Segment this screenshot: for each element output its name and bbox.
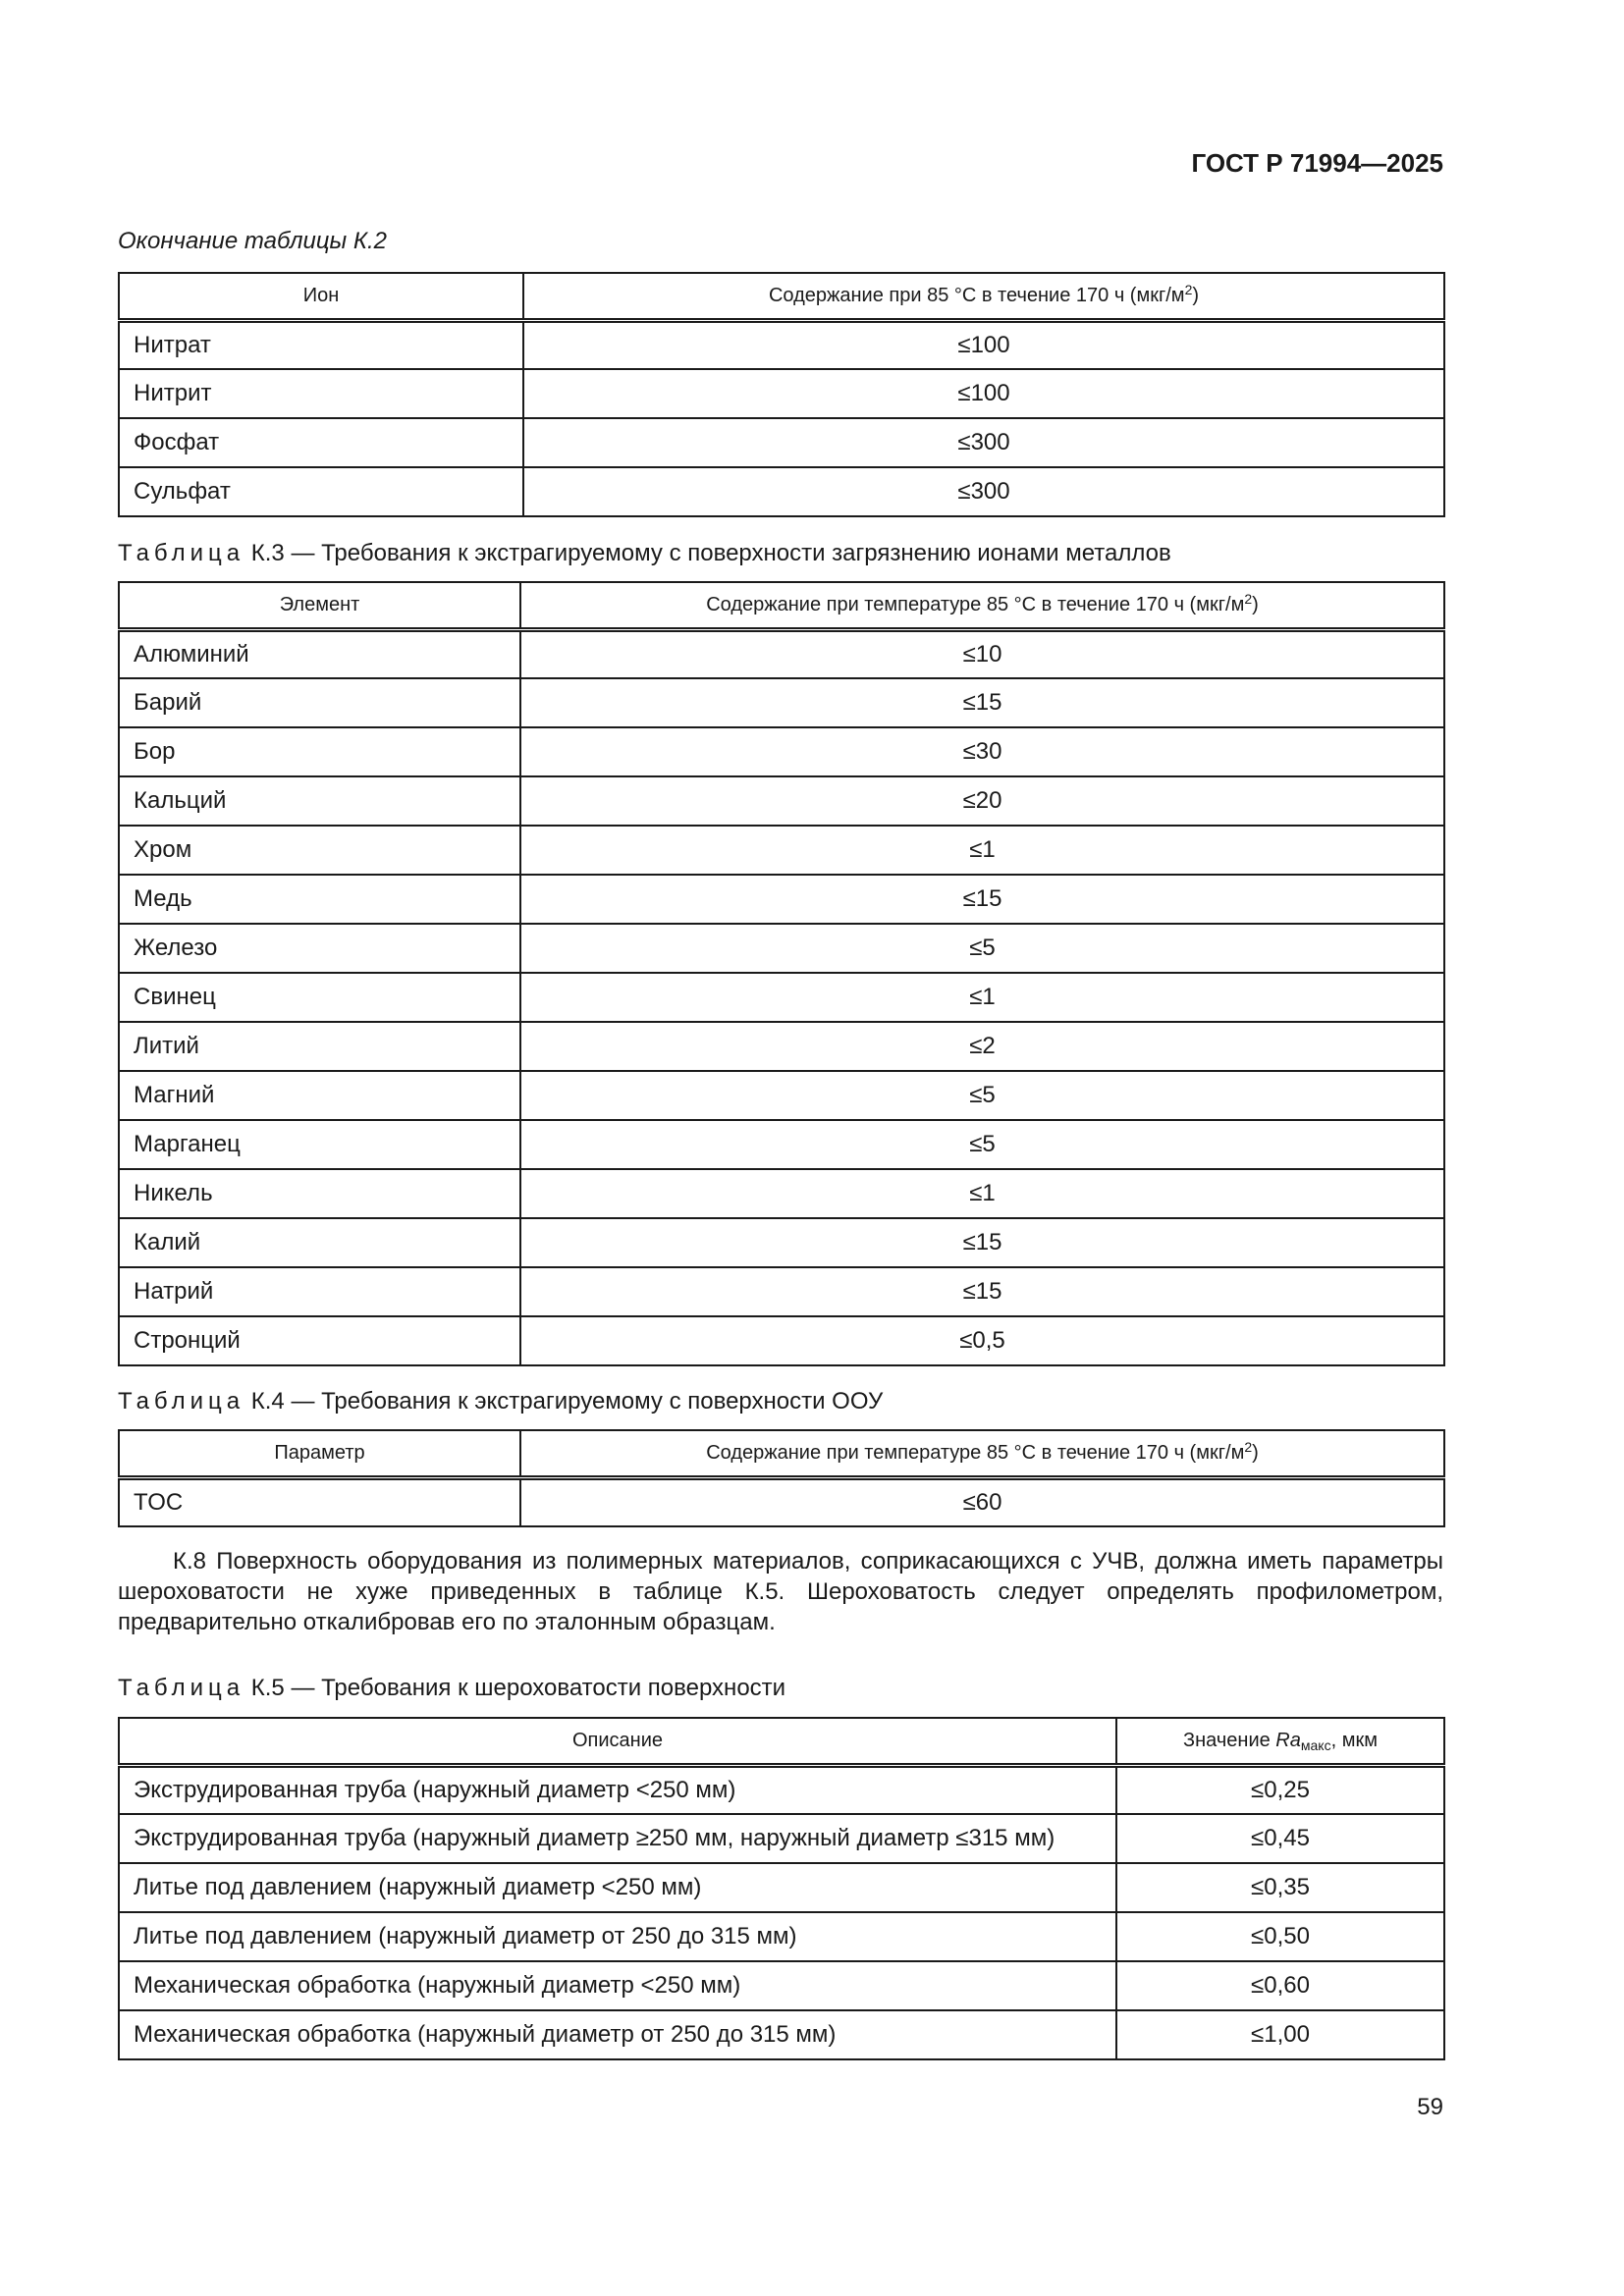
table-k2-header-ion: Ион [119,273,523,320]
table-k4 [118,1429,1445,1527]
row-name-cell: Механическая обработка (наружный диаметр от 250 до 315 мм) [119,2010,1116,2059]
table-row [119,467,1444,516]
table-k4-header-parameter: Параметр [119,1430,520,1477]
table-row [119,924,1444,973]
row-value-cell: ≤1 [520,973,1444,1022]
row-value-cell: ≤2 [520,1022,1444,1071]
table-k5-header-value: Значение $Ra_{макс}$, мкм [1116,1718,1444,1765]
row-name-cell: Сульфат [119,467,523,516]
table-row [119,418,1444,467]
row-name-cell: Никель [119,1169,520,1218]
table-row [119,1477,1444,1526]
table-k5-caption: Таблица К.5 — Требования к шероховатости поверхности [118,1675,786,1701]
row-name-cell: Литий [119,1022,520,1071]
row-name-cell: Нитрат [119,320,523,369]
table-row [119,2010,1444,2059]
row-value-cell: ≤100 [523,369,1444,418]
table-row [119,776,1444,826]
table-k3-header-element: Элемент [119,582,520,629]
row-value-cell: ≤15 [520,1218,1444,1267]
row-value-cell: ≤5 [520,1120,1444,1169]
row-value-cell: ≤0,60 [1116,1961,1444,2010]
row-name-cell: Бор [119,727,520,776]
table-row [119,1071,1444,1120]
table-row [119,727,1444,776]
row-name-cell: Свинец [119,973,520,1022]
row-name-cell: Стронций [119,1316,520,1365]
row-value-cell: ≤60 [520,1477,1444,1526]
table-row [119,1961,1444,2010]
row-value-cell: ≤1 [520,1169,1444,1218]
table-k2-header-content: Содержание при 85 °C в течение 170 ч $(мкг/м^2)$ [523,273,1444,320]
table-row [119,678,1444,727]
table-k2 [118,272,1445,517]
page-number: 59 [1417,2094,1443,2120]
table-row [119,826,1444,875]
table-row [119,973,1444,1022]
table-k2-caption: Окончание таблицы К.2 [118,228,388,254]
row-name-cell: Хром [119,826,520,875]
row-value-cell: ≤300 [523,418,1444,467]
row-name-cell: Магний [119,1071,520,1120]
table-row [119,1169,1444,1218]
table-row [119,1218,1444,1267]
row-name-cell: Экструдированная труба (наружный диаметр <250 мм) [119,1765,1116,1814]
table-row [119,1912,1444,1961]
table-row [119,1863,1444,1912]
table-row [119,1022,1444,1071]
table-row [119,369,1444,418]
table-k3-caption: Таблица К.3 — Требования к экстрагируемому с поверхности загрязнению ионами металлов [118,540,1171,566]
table-row [119,629,1444,678]
row-value-cell: ≤30 [520,727,1444,776]
row-name-cell: Натрий [119,1267,520,1316]
table-row [119,875,1444,924]
row-name-cell: Литье под давлением (наружный диаметр от 250 до 315 мм) [119,1912,1116,1961]
row-value-cell: ≤0,50 [1116,1912,1444,1961]
row-value-cell: ≤0,5 [520,1316,1444,1365]
row-value-cell: ≤0,35 [1116,1863,1444,1912]
row-value-cell: ≤5 [520,1071,1444,1120]
table-k5 [118,1717,1445,2060]
table-k4-header-content: Содержание при температуре 85 °C в течение 170 ч $(мкг/м^2)$ [520,1430,1444,1477]
row-value-cell: ≤15 [520,1267,1444,1316]
row-name-cell: Кальций [119,776,520,826]
row-name-cell: Механическая обработка (наружный диаметр <250 мм) [119,1961,1116,2010]
row-value-cell: ≤0,25 [1116,1765,1444,1814]
row-name-cell: Железо [119,924,520,973]
row-value-cell: ≤0,45 [1116,1814,1444,1863]
table-row [119,1765,1444,1814]
row-name-cell: Калий [119,1218,520,1267]
table-row [119,1814,1444,1863]
table-row [119,1267,1444,1316]
table-k3-header-content: Содержание при температуре 85 °C в течение 170 ч $(мкг/м^2)$ [520,582,1444,629]
table-row [119,320,1444,369]
row-name-cell: Алюминий [119,629,520,678]
row-name-cell: Литье под давлением (наружный диаметр <250 мм) [119,1863,1116,1912]
row-name-cell: Экструдированная труба (наружный диаметр ≥250 мм, наружный диаметр ≤315 мм) [119,1814,1116,1863]
row-value-cell: ≤10 [520,629,1444,678]
row-name-cell: Нитрит [119,369,523,418]
paragraph-k8: К.8 Поверхность оборудования из полимерных материалов, соприкасающихся с УЧВ, должна иметь параметры шероховатости не хуже приведенных в таблице К.5. Шероховатость следует определять профилометром, предварительно откалибровав его по эталонным образцам. [118,1548,1443,1635]
row-value-cell: ≤15 [520,875,1444,924]
table-k3 [118,581,1445,1366]
document-id: ГОСТ Р 71994—2025 [1191,148,1443,178]
row-value-cell: ≤5 [520,924,1444,973]
row-value-cell: ≤1 [520,826,1444,875]
row-name-cell: Марганец [119,1120,520,1169]
row-name-cell: Медь [119,875,520,924]
table-row [119,1316,1444,1365]
row-value-cell: ≤20 [520,776,1444,826]
row-name-cell: Фосфат [119,418,523,467]
row-name-cell: TOC [119,1477,520,1526]
table-row [119,1120,1444,1169]
table-k5-header-description: Описание [119,1718,1116,1765]
row-value-cell: ≤100 [523,320,1444,369]
row-value-cell: ≤1,00 [1116,2010,1444,2059]
row-value-cell: ≤15 [520,678,1444,727]
row-value-cell: ≤300 [523,467,1444,516]
row-name-cell: Барий [119,678,520,727]
table-k4-caption: Таблица К.4 — Требования к экстрагируемому с поверхности ООУ [118,1388,884,1415]
